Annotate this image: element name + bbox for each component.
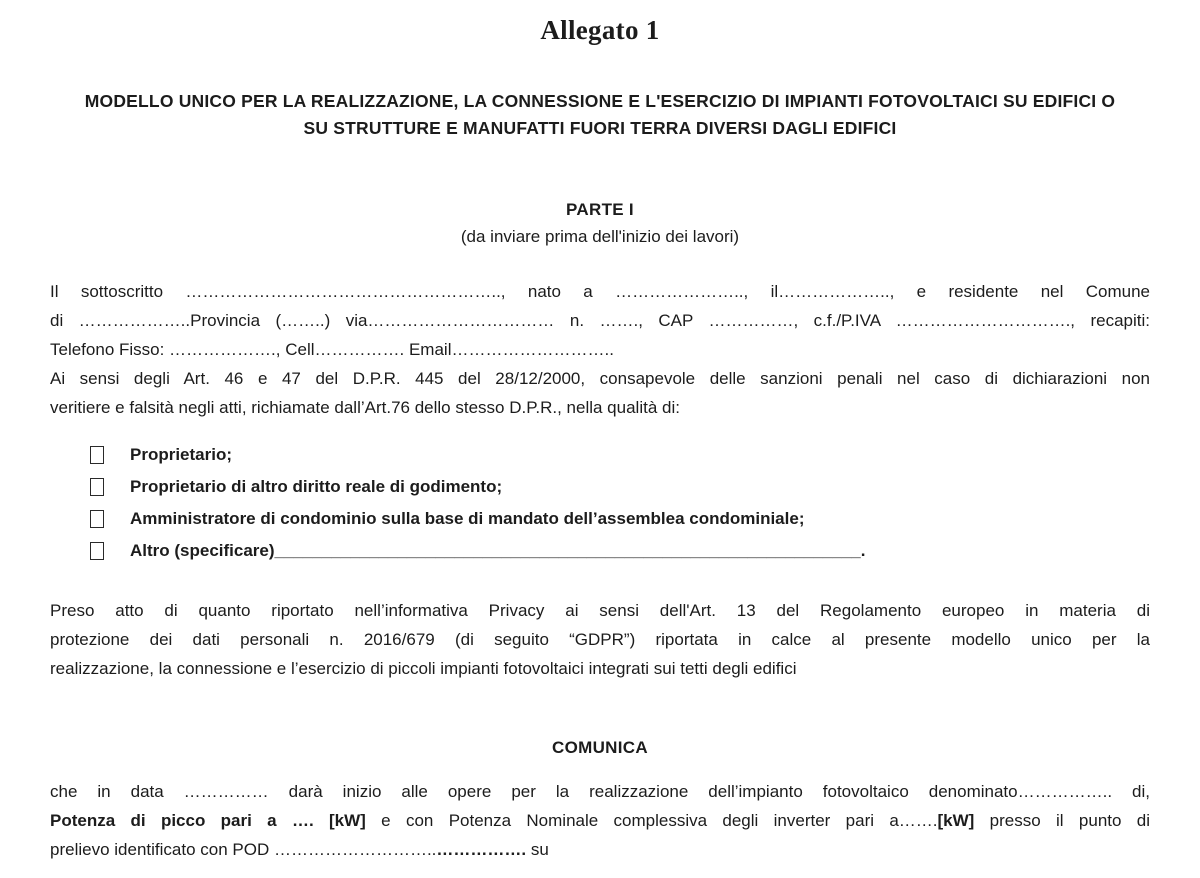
role-option-label: Proprietario di altro diritto reale di godimento; [130, 477, 503, 496]
declarant-line-5: veritiere e falsità negli atti, richiamate dall’Art.76 dello stesso D.P.R., nella qualità di: [50, 398, 680, 417]
privacy-paragraph [50, 596, 1150, 683]
declarant-line-4: Ai sensi degli Art. 46 e 47 del D.P.R. 445 del 28/12/2000, consapevole delle sanzioni penali nel caso di dichiarazioni non [50, 369, 1150, 388]
checkbox-icon[interactable] [90, 478, 104, 496]
role-checklist [90, 439, 1150, 567]
declarant-line-2: di ………………..Provincia (……..) via…………………………… n. ……., CAP ……………, c.f./P.IVA …………………………., recapiti: [50, 311, 1150, 330]
role-option-label: Proprietario; [130, 445, 233, 464]
role-option-altro-specificare [90, 535, 1150, 567]
role-option-proprietario [90, 439, 1150, 471]
parte1-heading: PARTE I [566, 200, 634, 219]
privacy-line-1: Preso atto di quanto riportato nell’informativa Privacy ai sensi dell'Art. 13 del Regolamento europeo in materia di [50, 601, 1150, 620]
privacy-line-2: protezione dei dati personali n. 2016/679 (di seguito “GDPR”) riportata in calce al presente modello unico per la [50, 630, 1150, 649]
potenza-picco-bold: Potenza di picco pari a …. [kW] [50, 811, 366, 830]
page-title: Allegato 1 [540, 15, 660, 45]
role-option-label: Altro (specificare)______________________________________________________________. [130, 541, 866, 560]
role-option-label: Amministratore di condominio sulla base di mandato dell’assemblea condominiale; [130, 509, 805, 528]
checkbox-icon[interactable] [90, 542, 104, 560]
comunica-line-1: che in data …………… darà inizio alle opere per la realizzazione dell’impianto fotovoltaico denominato…………….. di, [50, 782, 1150, 801]
comunica-line-3 [50, 835, 1150, 864]
pod-dots-bold: ……………. [436, 840, 527, 859]
document-subtitle [50, 88, 1150, 142]
comunica-heading: COMUNICA [552, 738, 648, 757]
kw-bold: [kW] [937, 811, 975, 830]
checkbox-icon[interactable] [90, 510, 104, 528]
comunica-line-3-text-end: su [526, 840, 549, 859]
role-option-altro-diritto-reale [90, 471, 1150, 503]
comunica-line-2-text: e con Potenza Nominale complessiva degli inverter pari a……. [365, 811, 938, 830]
declarant-line-1: Il sottoscritto ……………………………………………….., nato a ………………….., il……………….., e residente nel Comune [50, 282, 1150, 301]
declarant-line-3: Telefono Fisso: ………………., Cell……………. Email……………………….. [50, 340, 614, 359]
privacy-line-3: realizzazione, la connessione e l’esercizio di piccoli impianti fotovoltaici integrati sui tetti degli edifici [50, 659, 797, 678]
declarant-paragraph [50, 277, 1150, 422]
checkbox-icon[interactable] [90, 446, 104, 464]
parte1-subheading: (da inviare prima dell'inizio dei lavori) [460, 227, 740, 246]
pod-text: prelievo identificato con POD ……………………….. [50, 840, 437, 859]
role-option-amministratore-condominio [90, 503, 1150, 535]
comunica-line-2 [50, 806, 1150, 835]
comunica-line-2-text-end: presso il punto di [974, 811, 1151, 830]
subtitle-line-1: MODELLO UNICO PER LA REALIZZAZIONE, LA CONNESSIONE E L'ESERCIZIO DI IMPIANTI FOTOVOLTAICI SU EDIFICI O [84, 91, 1116, 111]
comunica-paragraph [50, 777, 1150, 864]
subtitle-line-2: SU STRUTTURE E MANUFATTI FUORI TERRA DIVERSI DAGLI EDIFICI [303, 118, 897, 138]
